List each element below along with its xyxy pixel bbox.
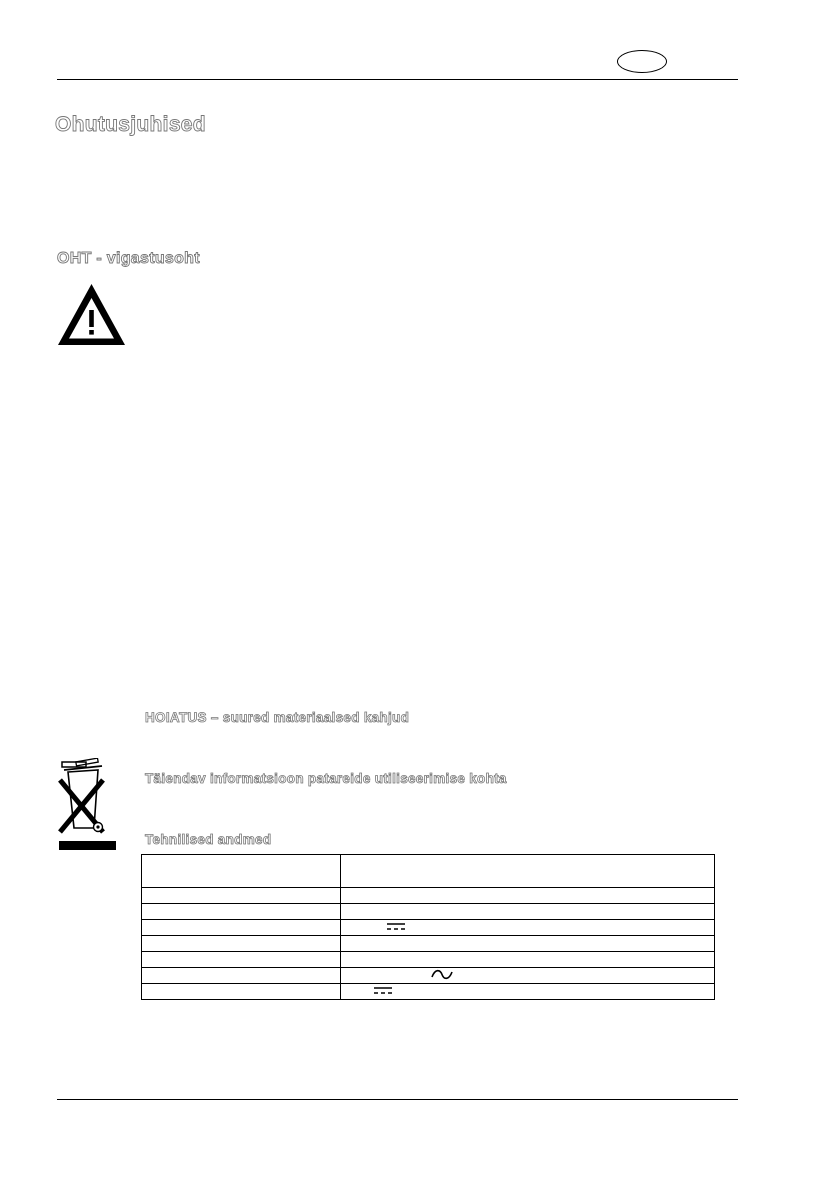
table-row (142, 888, 715, 904)
table-cell (341, 888, 715, 904)
table-row (142, 936, 715, 952)
table-cell (142, 888, 341, 904)
table-cell (341, 904, 715, 920)
table-cell (341, 936, 715, 952)
table-cell (341, 968, 715, 984)
table-cell (142, 904, 341, 920)
table-cell (142, 984, 341, 1000)
warning-damage-heading: HOIATUS – suured materiaalsed kahjud (145, 710, 410, 725)
table-row (142, 968, 715, 984)
ac-current-icon (431, 968, 453, 981)
table-cell (341, 920, 715, 936)
dc-current-icon (374, 985, 392, 997)
table-row (142, 920, 715, 936)
table-row (142, 984, 715, 1000)
table-cell (341, 984, 715, 1000)
table-cell (142, 968, 341, 984)
table-cell (142, 936, 341, 952)
warning-triangle-icon (56, 281, 127, 347)
header-rule (57, 79, 738, 80)
technical-data-table (141, 854, 715, 1000)
table-row (142, 952, 715, 968)
table-cell (341, 952, 715, 968)
battery-disposal-heading: Täiendav informatsioon patareide utiliseerimise kohta (145, 771, 507, 786)
page-title: Ohutusjuhised (55, 113, 206, 136)
dc-current-icon (387, 921, 405, 933)
table-row (142, 855, 715, 888)
table-cell (142, 920, 341, 936)
technical-data-heading: Tehnilised andmed (145, 832, 272, 847)
table-cell (341, 855, 715, 888)
language-badge (617, 50, 667, 73)
table-cell (142, 855, 341, 888)
table-cell (142, 952, 341, 968)
table-row (142, 904, 715, 920)
danger-injury-heading: OHT - vigastusoht (57, 250, 200, 267)
footer-rule (57, 1099, 738, 1100)
crossed-out-wheelie-bin-icon (58, 758, 118, 851)
